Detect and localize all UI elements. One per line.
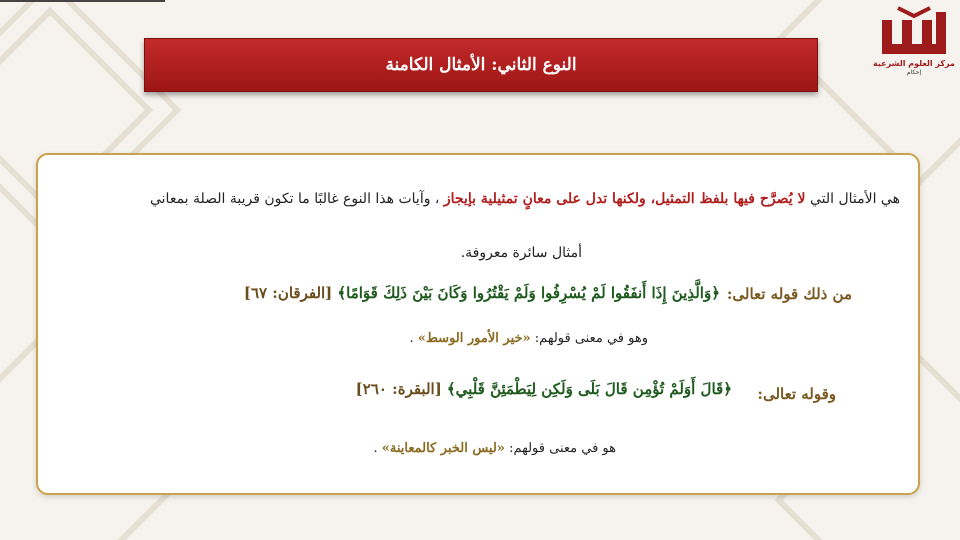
example2-verse: ﴿قَالَ أَوَلَمْ تُؤْمِن قَالَ بَلَى وَلَكِن لِيَطْمَئِنَّ قَلْبِي﴾ (446, 380, 732, 398)
example1-meaning (409, 331, 648, 346)
example1-ref: [الفرقان: ٦٧] (243, 284, 333, 302)
example1-meaning-prefix: وهو في معنى قولهم: (530, 331, 648, 346)
intro-line-1 (150, 191, 900, 207)
example2-meaning-prefix: هو في معنى قولهم: (504, 441, 616, 456)
logo-mark-icon (878, 6, 950, 58)
example2-meaning (373, 441, 616, 456)
example2-ref: [البقرة: ٢٦٠] (355, 380, 442, 398)
example1-meaning-quote: «خير الأمور الوسط» (417, 331, 531, 346)
example2-verse-line (356, 379, 732, 398)
example2-meaning-quote: «ليس الخبر كالمعاينة» (381, 441, 505, 456)
example1-verse-line (244, 283, 720, 302)
example2-label: وقوله تعالى: (757, 385, 836, 403)
example2-meaning-suffix: . (373, 441, 382, 456)
content-card (36, 153, 920, 495)
example1-label: من ذلك قوله تعالى: (726, 285, 852, 303)
title-bar (144, 38, 818, 92)
example1-meaning-suffix: . (409, 331, 418, 346)
intro-line-2: أمثال سائرة معروفة. (460, 245, 582, 261)
intro-part1: هي الأمثال التي (805, 191, 900, 207)
logo (872, 6, 956, 88)
logo-name: إحكام (906, 69, 922, 76)
intro-part2: ، وآيات هذا النوع غالبًا ما تكون قريبة الصلة بمعاني (149, 191, 444, 207)
example1-verse: ﴿وَالَّذِينَ إِذَا أَنفَقُوا لَمْ يُسْرِفُوا وَلَمْ يَقْتُرُوا وَكَانَ بَيْنَ ذَلِكَ قَوَامًا﴾ (337, 284, 720, 302)
page-title: النوع الثاني: الأمثال الكامنة (385, 55, 577, 75)
top-rule (0, 0, 165, 2)
intro-emphasis: لا يُصرَّح فيها بلفظ التمثيل، ولكنها تدل على معانٍ تمثيلية بإيجاز (443, 191, 806, 207)
logo-subtitle: مركز العلوم الشرعية (873, 59, 955, 68)
